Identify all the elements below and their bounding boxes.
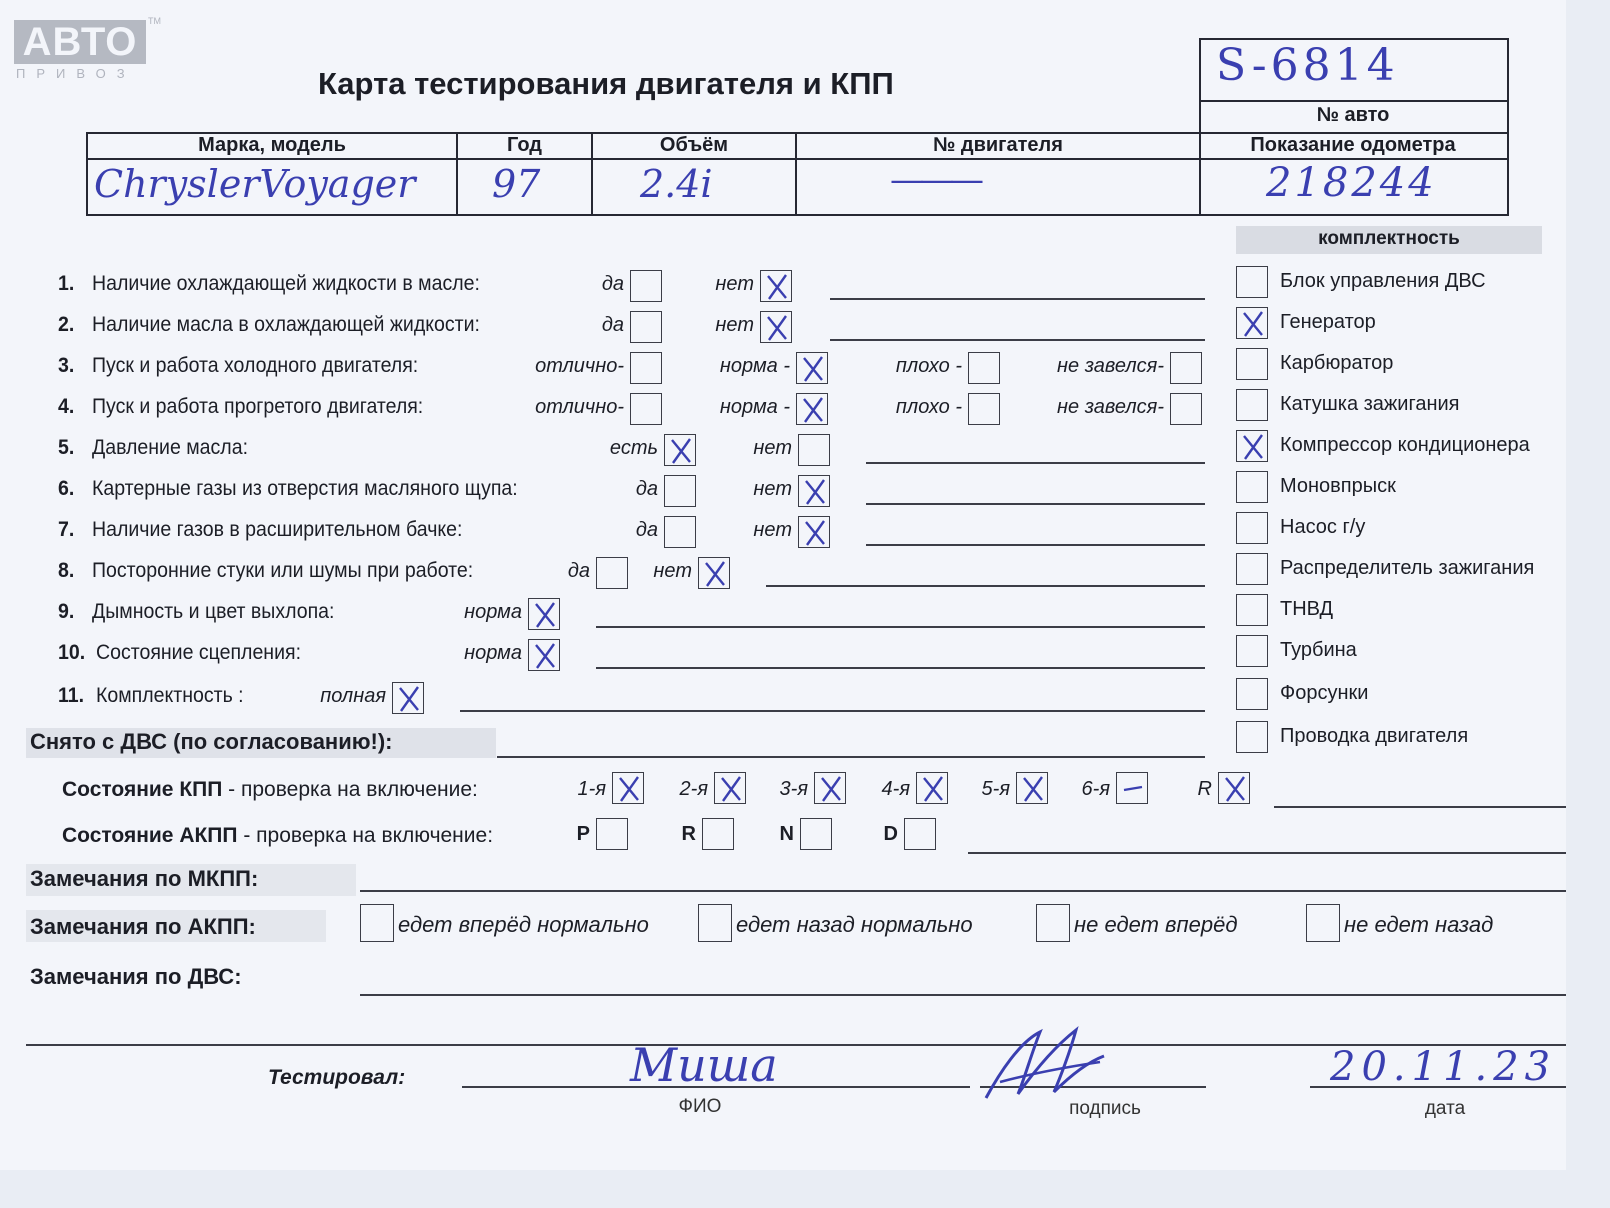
- test-notes-line[interactable]: [866, 462, 1205, 464]
- test-notes-line[interactable]: [830, 298, 1205, 300]
- akpp-line[interactable]: [968, 852, 1580, 854]
- test-option-checkbox[interactable]: [528, 598, 560, 630]
- completeness-title: комплектность: [1318, 228, 1460, 249]
- remarks-mkpp-line[interactable]: [360, 890, 1580, 892]
- completeness-checkbox[interactable]: [1236, 721, 1268, 753]
- test-label: Наличие масла в охлаждающей жидкости:: [92, 313, 480, 336]
- akpp-label: Состояние АКПП - проверка на включение:: [62, 824, 494, 847]
- logo-tm: TM: [148, 16, 161, 26]
- akpp-mode-label: R: [681, 823, 696, 845]
- kpp-gear-label: 4-я: [881, 778, 910, 800]
- removed-label: Снято с ДВС (по согласованию!):: [30, 729, 393, 754]
- test-number: 10.: [58, 641, 86, 664]
- test-number: 3.: [58, 354, 75, 377]
- completeness-item-label: Насос г/у: [1280, 516, 1366, 538]
- completeness-checkbox[interactable]: [1236, 389, 1268, 421]
- model-value: ChryslerVoyager: [94, 162, 416, 206]
- test-option-label: да: [567, 560, 590, 582]
- test-number: 5.: [58, 436, 75, 459]
- test-option-label: нет: [715, 314, 754, 336]
- car-number-label: № авто: [1316, 104, 1390, 126]
- logo-subtitle: ПРИВОЗ: [16, 66, 136, 81]
- kpp-gear-label: R: [1197, 778, 1212, 800]
- kpp-label: Состояние КПП - проверка на включение:: [62, 778, 478, 801]
- akpp-mode-label: N: [779, 823, 794, 845]
- test-label: Наличие охлаждающей жидкости в масле:: [92, 272, 480, 295]
- akpp-remark-label: едет назад нормально: [736, 912, 973, 937]
- test-option-label: плохо -: [895, 355, 962, 377]
- signature-image: [980, 1022, 1110, 1102]
- kpp-line[interactable]: [1274, 806, 1580, 808]
- kpp-gear-label: 1-я: [577, 778, 606, 800]
- test-option-checkbox[interactable]: [1170, 393, 1202, 425]
- test-label: Пуск и работа холодного двигателя:: [92, 354, 419, 377]
- fio-caption: ФИО: [678, 1096, 722, 1117]
- test-number: 4.: [58, 395, 75, 418]
- check-x-icon: [761, 312, 793, 344]
- tested-label: Тестировал:: [268, 1066, 406, 1089]
- test-option-label: не завелся-: [1057, 396, 1164, 418]
- volume-value: 2.4i: [640, 162, 713, 206]
- kpp-gear-label: 3-я: [779, 778, 808, 800]
- test-option-checkbox[interactable]: [528, 639, 560, 671]
- test-label: Комплектность :: [96, 684, 244, 707]
- paper-edge: [1566, 0, 1610, 1208]
- remarks-dvs-line[interactable]: [360, 994, 1580, 996]
- test-option-checkbox[interactable]: [798, 434, 830, 466]
- test-option-label: отлично-: [535, 355, 624, 377]
- akpp-mode-checkbox[interactable]: [904, 818, 936, 850]
- test-option-checkbox[interactable]: [1170, 352, 1202, 384]
- completeness-checkbox[interactable]: [1236, 678, 1268, 710]
- col-model-label: Марка, модель: [198, 134, 346, 156]
- test-number: 7.: [58, 518, 75, 541]
- akpp-remark-checkbox[interactable]: [1036, 904, 1070, 942]
- test-label: Дымность и цвет выхлопа:: [92, 600, 335, 623]
- test-option-label: нет: [653, 560, 692, 582]
- test-option-label: да: [601, 314, 624, 336]
- test-option-label: отлично-: [535, 396, 624, 418]
- test-option-checkbox[interactable]: [392, 682, 424, 714]
- sign-caption: подпись: [1069, 1098, 1141, 1119]
- test-option-checkbox[interactable]: [798, 516, 830, 548]
- engine-value: ———: [890, 160, 980, 200]
- test-number: 9.: [58, 600, 75, 623]
- check-x-icon: [529, 599, 561, 631]
- test-notes-line[interactable]: [596, 626, 1205, 628]
- akpp-remark-checkbox[interactable]: [698, 904, 732, 942]
- test-label: Посторонние стуки или шумы при работе:: [92, 559, 474, 582]
- test-notes-line[interactable]: [866, 544, 1205, 546]
- akpp-mode-label: D: [883, 823, 898, 845]
- year-value: 97: [492, 162, 541, 206]
- page-title: Карта тестирования двигателя и КПП: [318, 66, 894, 101]
- test-label: Давление масла:: [92, 436, 248, 459]
- akpp-remark-checkbox[interactable]: [360, 904, 394, 942]
- test-number: 1.: [58, 272, 75, 295]
- check-x-icon: [799, 517, 831, 549]
- remarks-akpp-label: Замечания по АКПП:: [30, 914, 256, 939]
- check-x-icon: [799, 476, 831, 508]
- logo-text: АВТО: [22, 20, 138, 64]
- completeness-item-label: Турбина: [1280, 639, 1357, 661]
- test-option-label: норма: [464, 601, 522, 623]
- completeness-checkbox[interactable]: [1236, 553, 1268, 585]
- check-x-icon: [1219, 773, 1251, 805]
- test-notes-line[interactable]: [830, 339, 1205, 341]
- test-number: 6.: [58, 477, 75, 500]
- completeness-item-label: Форсунки: [1280, 682, 1369, 704]
- test-option-checkbox[interactable]: [798, 475, 830, 507]
- test-number: 2.: [58, 313, 75, 336]
- completeness-item-label: Катушка зажигания: [1280, 393, 1460, 415]
- test-option-label: есть: [609, 437, 658, 459]
- remarks-mkpp-label: Замечания по МКПП:: [30, 866, 259, 891]
- test-notes-line[interactable]: [460, 710, 1205, 712]
- check-x-icon: [1237, 431, 1269, 463]
- kpp-gear-checkbox[interactable]: [1218, 772, 1250, 804]
- test-label: Картерные газы из отверстия масляного щупа:: [92, 477, 518, 500]
- test-option-checkbox[interactable]: [698, 557, 730, 589]
- completeness-item-label: Карбюратор: [1280, 352, 1394, 374]
- test-option-label: да: [601, 273, 624, 295]
- completeness-checkbox[interactable]: [1236, 307, 1268, 339]
- kpp-gear-label: 5-я: [981, 778, 1010, 800]
- test-option-label: нет: [715, 273, 754, 295]
- completeness-item-label: Генератор: [1280, 311, 1376, 333]
- test-notes-line[interactable]: [866, 503, 1205, 505]
- akpp-remark-label: не едет вперёд: [1074, 912, 1238, 937]
- date-caption: дата: [1424, 1098, 1466, 1119]
- check-x-icon: [529, 640, 561, 672]
- completeness-checkbox[interactable]: [1236, 635, 1268, 667]
- completeness-item-label: Компрессор кондиционера: [1280, 434, 1530, 456]
- completeness-checkbox[interactable]: [1236, 266, 1268, 298]
- check-x-icon: [699, 558, 731, 590]
- removed-line[interactable]: [497, 756, 1205, 758]
- completeness-item-label: ТНВД: [1280, 598, 1334, 620]
- test-option-label: нет: [753, 478, 792, 500]
- col-odometer-label: Показание одометра: [1250, 134, 1456, 156]
- kpp-gear-label: 2-я: [679, 778, 708, 800]
- test-option-label: не завелся-: [1057, 355, 1164, 377]
- test-option-label: норма -: [719, 355, 790, 377]
- test-option-label: нет: [753, 437, 792, 459]
- test-option-label: норма: [464, 642, 522, 664]
- col-volume-label: Объём: [659, 134, 729, 156]
- akpp-remark-checkbox[interactable]: [1306, 904, 1340, 942]
- test-number: 11.: [58, 684, 85, 707]
- test-notes-line[interactable]: [766, 585, 1205, 587]
- logo: [14, 20, 146, 64]
- akpp-remark-label: не едет назад: [1344, 912, 1494, 937]
- completeness-item-label: Моновпрыск: [1280, 475, 1396, 497]
- test-label: Состояние сцепления:: [96, 641, 302, 664]
- completeness-item-label: Проводка двигателя: [1280, 725, 1469, 747]
- test-option-checkbox[interactable]: [760, 270, 792, 302]
- completeness-checkbox[interactable]: [1236, 594, 1268, 626]
- kpp-gear-label: 6-я: [1081, 778, 1110, 800]
- akpp-remark-label: едет вперёд нормально: [398, 912, 649, 937]
- check-x-icon: [393, 683, 425, 715]
- test-option-label: плохо -: [895, 396, 962, 418]
- fio-value: Миша: [630, 1038, 778, 1092]
- test-option-label: да: [635, 478, 658, 500]
- test-option-label: да: [635, 519, 658, 541]
- remarks-dvs-label: Замечания по ДВС:: [30, 964, 242, 989]
- completeness-item-label: Распределитель зажигания: [1280, 557, 1535, 579]
- completeness-checkbox[interactable]: [1236, 430, 1268, 462]
- odometer-value: 218244: [1266, 160, 1437, 206]
- test-option-label: норма -: [719, 396, 790, 418]
- test-label: Наличие газов в расширительном бачке:: [92, 518, 463, 541]
- test-label: Пуск и работа прогретого двигателя:: [92, 395, 424, 418]
- col-year-label: Год: [507, 134, 542, 156]
- completeness-checkbox[interactable]: [1236, 348, 1268, 380]
- check-x-icon: [761, 271, 793, 303]
- col-engine-label: № двигателя: [933, 134, 1063, 156]
- test-notes-line[interactable]: [596, 667, 1205, 669]
- check-x-icon: [1237, 308, 1269, 340]
- car-number-value: S-6814: [1216, 40, 1399, 91]
- test-option-label: нет: [753, 519, 792, 541]
- test-option-label: полная: [320, 685, 386, 707]
- completeness-item-label: Блок управления ДВС: [1280, 270, 1486, 292]
- completeness-checkbox[interactable]: [1236, 512, 1268, 544]
- test-number: 8.: [58, 559, 75, 582]
- akpp-mode-label: P: [576, 823, 590, 845]
- date-value: 20.11.23: [1330, 1044, 1557, 1090]
- test-option-checkbox[interactable]: [760, 311, 792, 343]
- completeness-checkbox[interactable]: [1236, 471, 1268, 503]
